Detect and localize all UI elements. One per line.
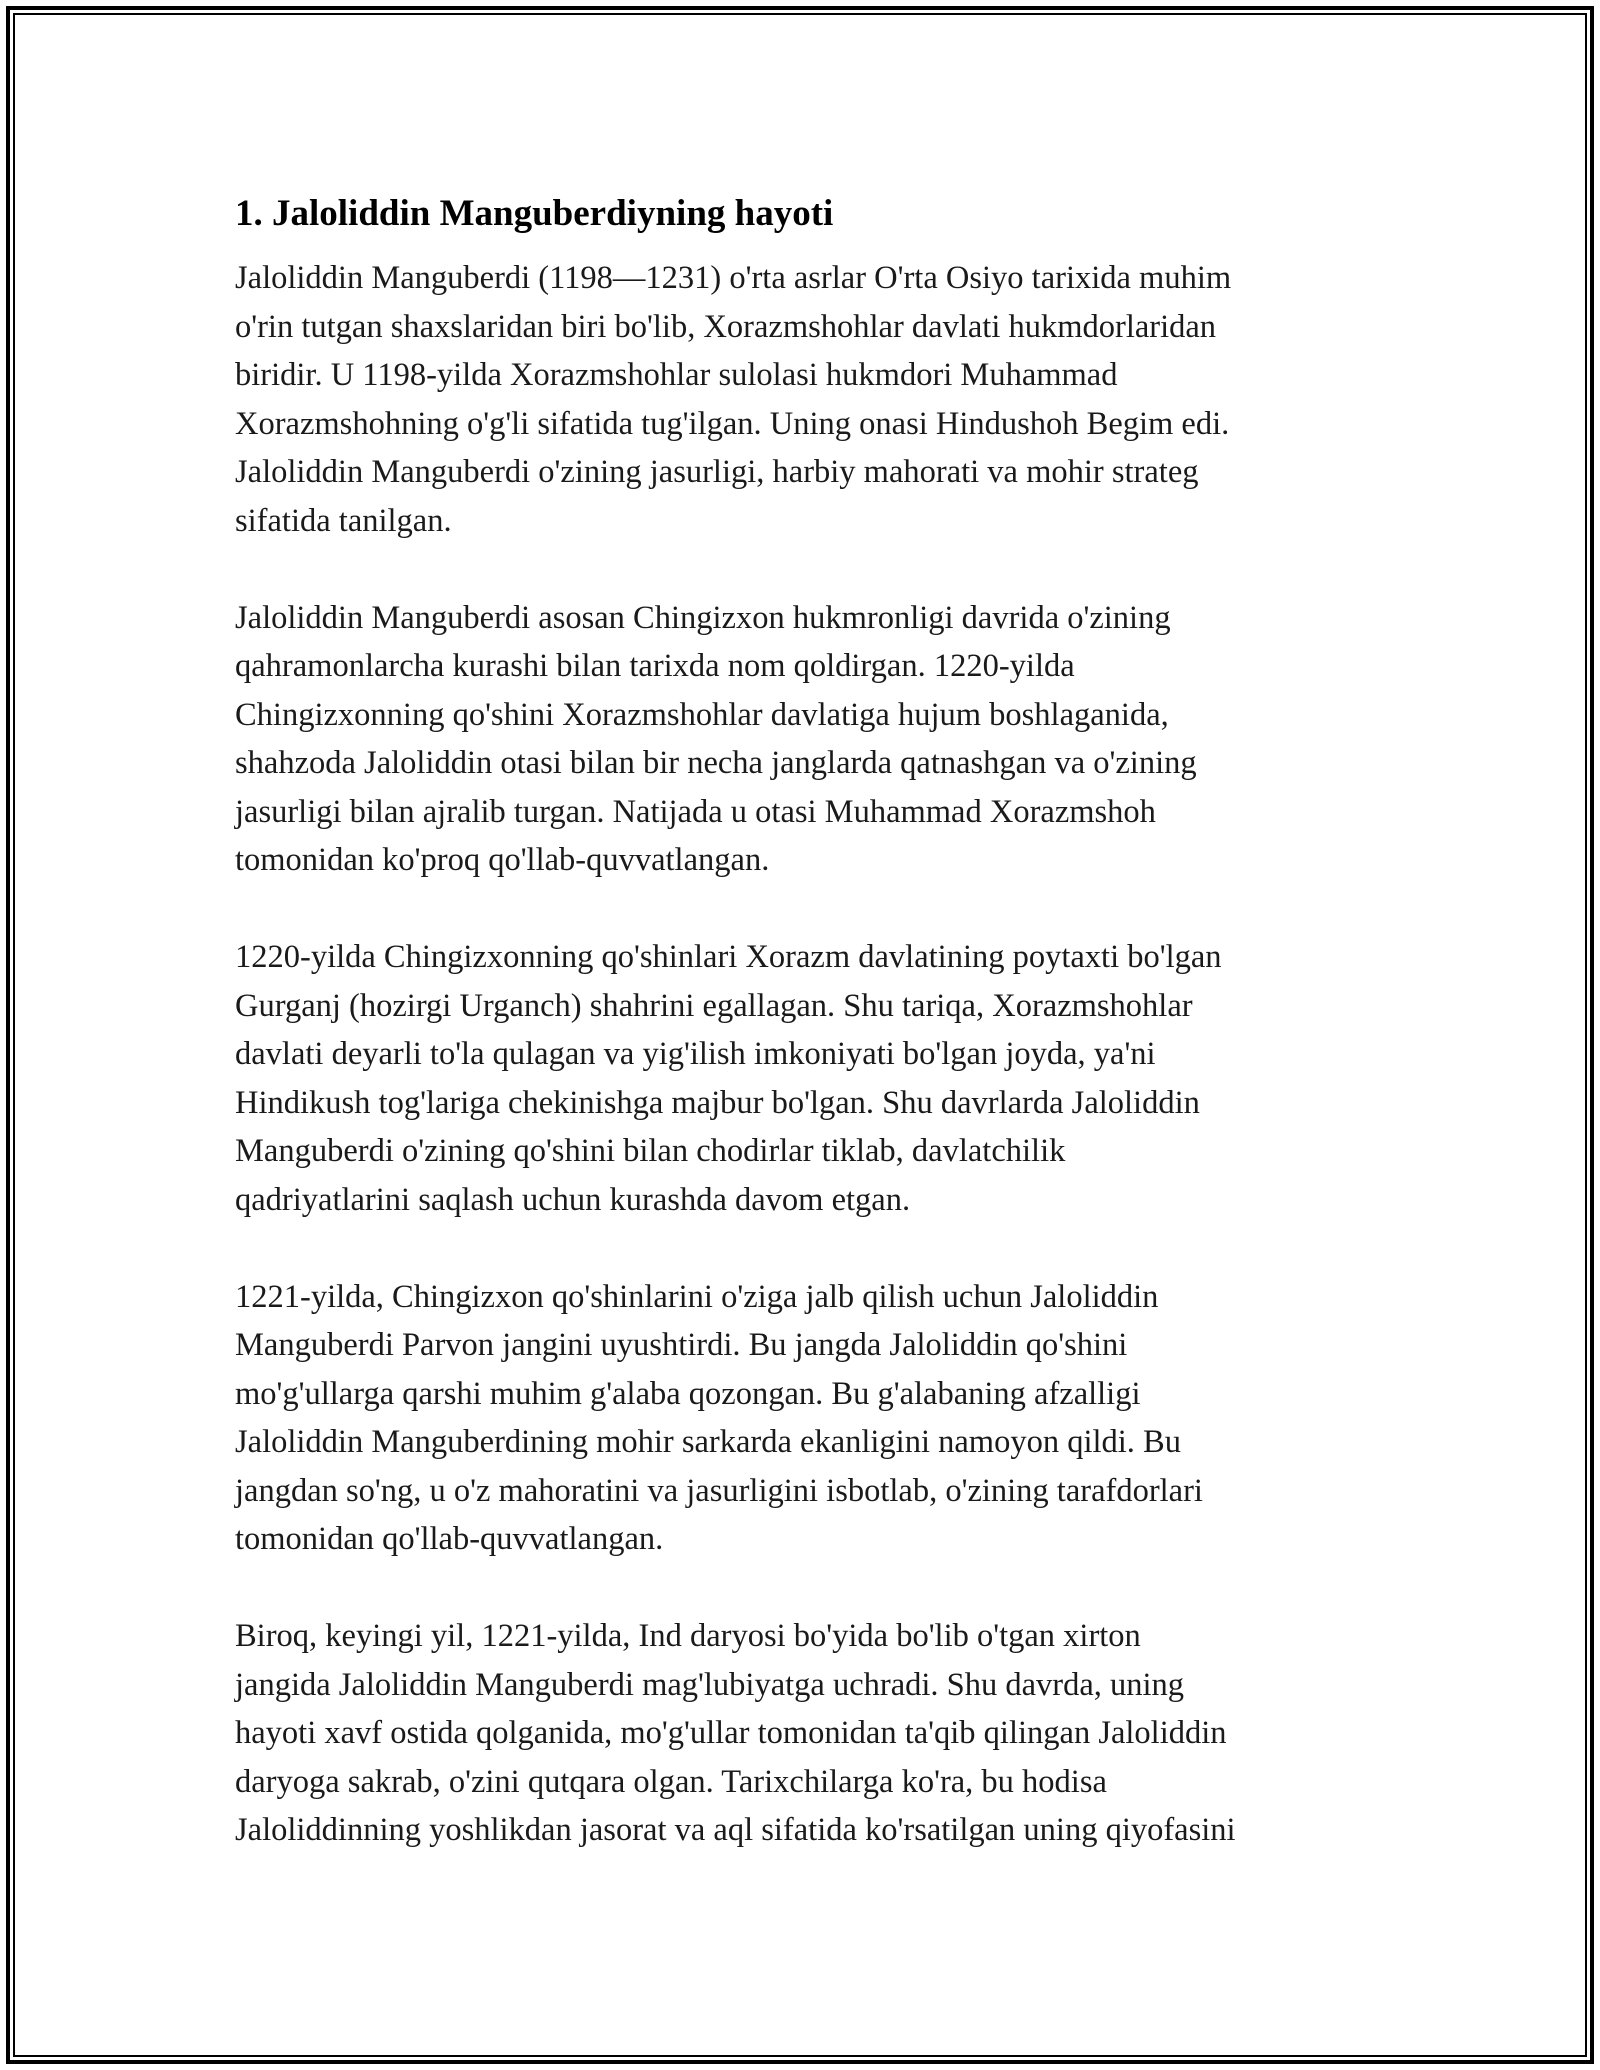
paragraph-line: qahramonlarcha kurashi bilan tarixda nom qoldirgan. 1220-yilda xyxy=(235,648,1075,684)
paragraph-line: biridir. U 1198-yilda Xorazmshohlar sulolasi hukmdori Muhammad xyxy=(235,357,1118,393)
paragraph-line: Xorazmshohning o'g'li sifatida tug'ilgan. Uning onasi Hindushoh Begim edi. xyxy=(235,405,1230,442)
paragraph-line: tomonidan qo'llab-quvvatlangan. xyxy=(235,1521,664,1557)
paragraph-line: qadriyatlarini saqlash uchun kurashda davom etgan. xyxy=(235,1181,911,1218)
paragraph-line: Gurganj (hozirgi Urganch) shahrini egallagan. Shu tariqa, Xorazmshohlar xyxy=(235,987,1193,1024)
paragraph-line: Jaloliddin Manguberdi asosan Chingizxon hukmronligi davrida o'zining xyxy=(235,599,1171,636)
paragraph-line: Manguberdi o'zining qo'shini bilan chodirlar tiklab, davlatchilik xyxy=(235,1133,1066,1169)
paragraph-line: jasurligi bilan ajralib turgan. Natijada u otasi Muhammad Xorazmshoh xyxy=(235,793,1156,830)
paragraph-line: 1220-yilda Chingizxonning qo'shinlari Xorazm davlatining poytaxti bo'lgan xyxy=(235,939,1222,975)
paragraph-line: Biroq, keyingi yil, 1221-yilda, Ind daryosi bo'yida bo'lib o'tgan xirton xyxy=(235,1618,1141,1654)
paragraph-line: jangida Jaloliddin Manguberdi mag'lubiyatga uchradi. Shu davrda, uning xyxy=(235,1666,1185,1703)
paragraph-line: shahzoda Jaloliddin otasi bilan bir necha janglarda qatnashgan va o'zining xyxy=(235,745,1197,781)
paragraph-line: Jaloliddin Manguberdi o'zining jasurligi, harbiy mahorati va mohir strateg xyxy=(235,454,1199,490)
paragraph-line: hayoti xavf ostida qolganida, mo'g'ullar tomonidan ta'qib qilingan Jaloliddin xyxy=(235,1715,1227,1751)
paragraph-line: Jaloliddin Manguberdining mohir sarkarda ekanligini namoyon qildi. Bu xyxy=(235,1424,1181,1460)
paragraph-1 xyxy=(235,254,1375,545)
paragraph-line: Jaloliddin Manguberdi (1198—1231) o'rta asrlar O'rta Osiyo tarixida muhim xyxy=(235,260,1232,296)
paragraph-line: tomonidan ko'proq qo'llab-quvvatlangan. xyxy=(235,842,770,878)
document-body xyxy=(235,188,1375,1903)
paragraph-3 xyxy=(235,933,1375,1224)
paragraph-line: Hindikush tog'lariga chekinishga majbur bo'lgan. Shu davrlarda Jaloliddin xyxy=(235,1084,1200,1121)
paragraph-line: o'rin tutgan shaxslaridan biri bo'lib, Xorazmshohlar davlati hukmdorlaridan xyxy=(235,308,1217,345)
section-heading: 1. Jaloliddin Manguberdiyning hayoti xyxy=(235,193,834,234)
paragraph-2 xyxy=(235,594,1375,885)
paragraph-line: Chingizxonning qo'shini Xorazmshohlar davlatiga hujum boshlaganida, xyxy=(235,696,1169,733)
paragraph-line: sifatida tanilgan. xyxy=(235,502,452,539)
paragraph-line: daryoga sakrab, o'zini qutqara olgan. Tarixchilarga ko'ra, bu hodisa xyxy=(235,1763,1107,1800)
paragraph-line: Manguberdi Parvon jangini uyushtirdi. Bu jangda Jaloliddin qo'shini xyxy=(235,1327,1128,1363)
paragraph-5 xyxy=(235,1612,1375,1855)
paragraph-line: 1221-yilda, Chingizxon qo'shinlarini o'ziga jalb qilish uchun Jaloliddin xyxy=(235,1278,1159,1315)
paragraph-line: mo'g'ullarga qarshi muhim g'alaba qozongan. Bu g'alabaning afzalligi xyxy=(235,1375,1141,1412)
paragraph-line: jangdan so'ng, u o'z mahoratini va jasurligini isbotlab, o'zining tarafdorlari xyxy=(235,1472,1203,1509)
paragraph-line: davlati deyarli to'la qulagan va yig'ilish imkoniyati bo'lgan joyda, ya'ni xyxy=(235,1036,1156,1072)
paragraph-4 xyxy=(235,1273,1375,1564)
paragraph-line: Jaloliddinning yoshlikdan jasorat va aql sifatida ko'rsatilgan uning qiyofasini xyxy=(235,1812,1236,1848)
